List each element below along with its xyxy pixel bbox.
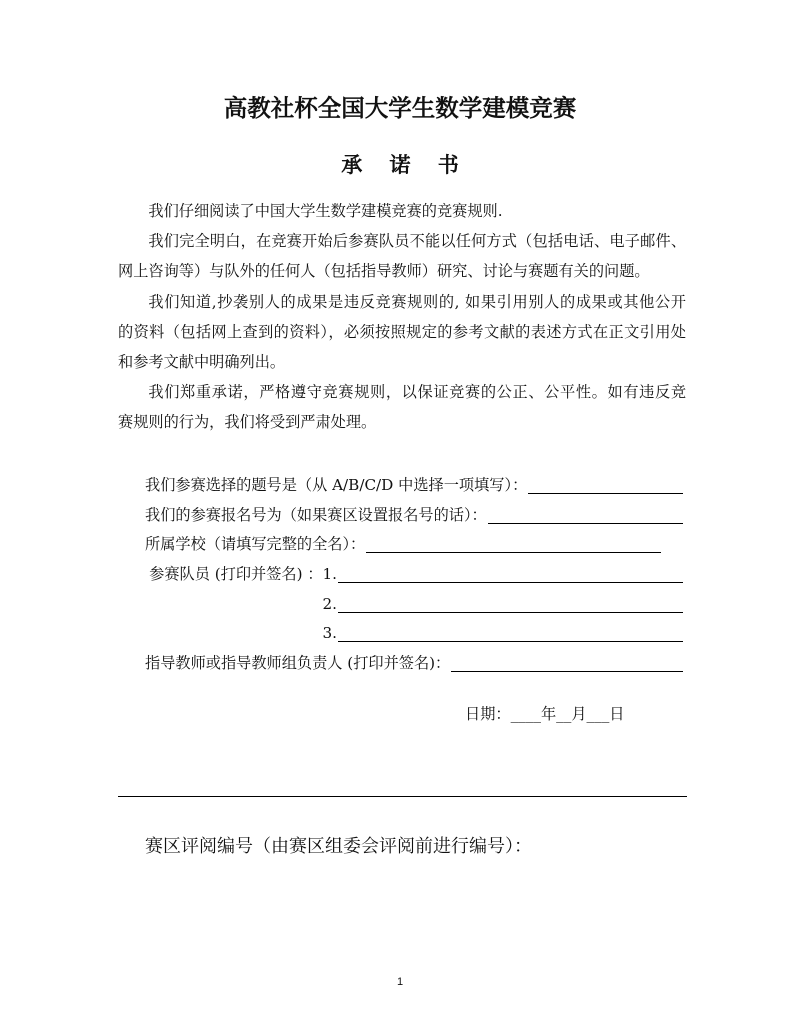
problem-choice-blank <box>528 471 683 494</box>
team-member-3-row <box>145 619 683 649</box>
advisor-label: 指导教师或指导教师组负责人 (打印并签名)： <box>145 654 451 673</box>
problem-choice-label: 我们参赛选择的题号是（从 A/B/C/D 中选择一项填写）： <box>145 476 528 494</box>
school-row <box>145 530 661 560</box>
entry-form <box>145 471 683 679</box>
paragraph-line: 我们完全明白，在竞赛开始后参赛队员不能以任何方式（包括电话、电子邮件、 <box>148 232 686 251</box>
paragraph-line: 赛规则的行为，我们将受到严肃处理。 <box>118 413 377 432</box>
problem-choice-row <box>145 471 683 501</box>
team-member-1-row <box>145 560 683 590</box>
team-member-3-blank <box>338 619 683 642</box>
registration-number-row <box>145 501 683 531</box>
paragraph-citation-rules <box>118 287 686 378</box>
paragraph-rules-read <box>118 196 686 226</box>
team-member-2-blank <box>338 590 683 613</box>
page-number: 1 <box>396 976 404 988</box>
date-line: 日期：____年__月___日 <box>465 705 625 723</box>
team-members-label: 参赛队员 (打印并签名) ：1. <box>149 565 337 584</box>
commitment-body <box>118 196 686 438</box>
paragraph-line: 的资料（包括网上查到的资料），必须按照规定的参考文献的表述方式在正文引用处 <box>118 322 686 341</box>
section-divider <box>118 796 687 797</box>
registration-number-label: 我们的参赛报名号为（如果赛区设置报名号的话）： <box>145 505 487 524</box>
paragraph-line: 我们知道,抄袭别人的成果是违反竞赛规则的, 如果引用别人的成果或其他公开 <box>148 292 686 311</box>
school-blank <box>366 530 661 553</box>
team-member-1-blank <box>338 560 683 583</box>
review-number-label: 赛区评阅编号（由赛区组委会评阅前进行编号）： <box>145 836 532 857</box>
team-member-2-row <box>145 590 683 620</box>
paragraph-solemn-promise <box>118 377 686 437</box>
paragraph-line: 网上咨询等）与队外的任何人（包括指导教师）研究、讨论与赛题有关的问题。 <box>118 262 650 281</box>
school-label: 所属学校（请填写完整的全名）： <box>145 535 366 554</box>
team-member-2-label: 2. <box>322 594 337 613</box>
paragraph-line: 我们仔细阅读了中国大学生数学建模竞赛的竞赛规则. <box>148 202 503 220</box>
advisor-blank <box>451 649 683 672</box>
paragraph-line: 我们郑重承诺，严格遵守竞赛规则，以保证竞赛的公正、公平性。如有违反竞 <box>148 383 686 402</box>
paragraph-line: 和参考文献中明确列出。 <box>118 352 286 371</box>
team-member-3-label: 3. <box>322 624 337 643</box>
paragraph-no-outside-contact <box>118 226 686 286</box>
advisor-row <box>145 649 683 679</box>
document-title: 高教社杯全国大学生数学建模竞赛 <box>223 94 577 122</box>
registration-number-blank <box>488 501 683 524</box>
document-subtitle: 承 诺 书 <box>341 152 459 177</box>
